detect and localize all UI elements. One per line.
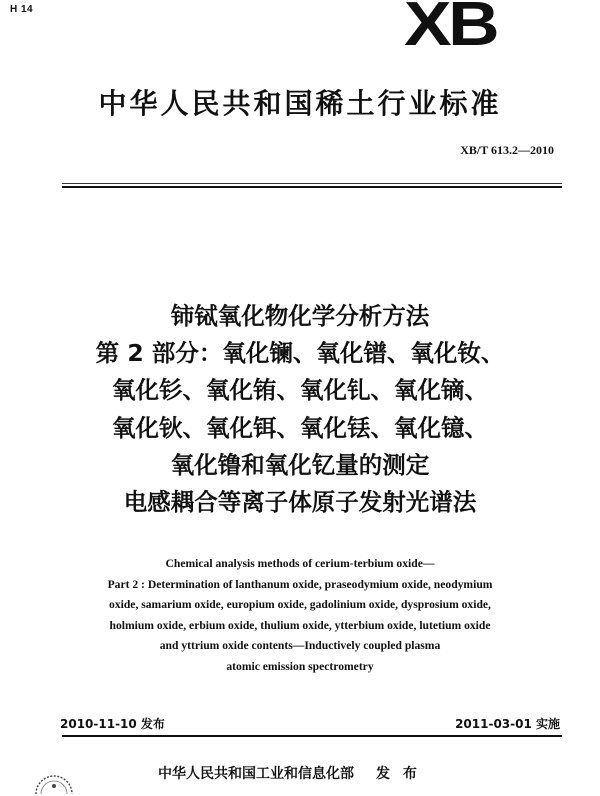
english-title-line: holmium oxide, erbium oxide, thulium oxide, ytterbium oxide, lutetium oxide — [109, 618, 491, 632]
english-title-line: Chemical analysis methods of cerium-terbium oxide— — [165, 557, 435, 570]
classification-code: H 14 — [10, 4, 34, 15]
industry-standard-title: 中华人民共和国稀土行业标准 — [98, 87, 502, 120]
header-divider-thin — [62, 183, 562, 184]
chinese-title-line: 氧化钬、氧化铒、氧化铥、氧化镱、 — [112, 413, 488, 442]
seal-icon — [32, 766, 76, 796]
english-title-line: Part 2 : Determination of lanthanum oxide, praseodymium oxide, neodymium — [107, 577, 493, 591]
chinese-title-line: 电感耦合等离子体原子发射光谱法 — [123, 488, 477, 517]
standard-number: XB/T 613.2—2010 — [460, 143, 554, 157]
publisher-name: 中华人民共和国工业和信息化部 — [158, 766, 354, 782]
chinese-title — [20, 298, 580, 521]
footer-divider — [62, 735, 562, 737]
chinese-title-line: 氧化钐、氧化铕、氧化钆、氧化镝、 — [112, 376, 488, 405]
chinese-title-line: 铈铽氧化物化学分析方法 — [170, 302, 430, 330]
english-title-line: and yttrium oxide contents—Inductively coupled plasma — [159, 639, 441, 653]
english-title-line: atomic emission spectrometry — [226, 659, 374, 673]
english-title — [40, 554, 560, 678]
chinese-title-line: 第 2 部分：氧化镧、氧化镨、氧化钕、 — [95, 339, 505, 368]
publish-label: 发 布 — [376, 766, 421, 782]
issue-date: 2010-11-10 发布 — [60, 717, 165, 731]
header-divider-thick — [62, 186, 562, 188]
xb-logo: XB — [404, 0, 497, 59]
english-title-line: oxide, samarium oxide, europium oxide, gadolinium oxide, dysprosium oxide, — [109, 598, 491, 612]
implementation-date: 2011-03-01 实施 — [455, 717, 560, 731]
publisher — [158, 763, 421, 783]
chinese-title-line: 氧化镥和氧化钇量的测定 — [170, 450, 430, 479]
